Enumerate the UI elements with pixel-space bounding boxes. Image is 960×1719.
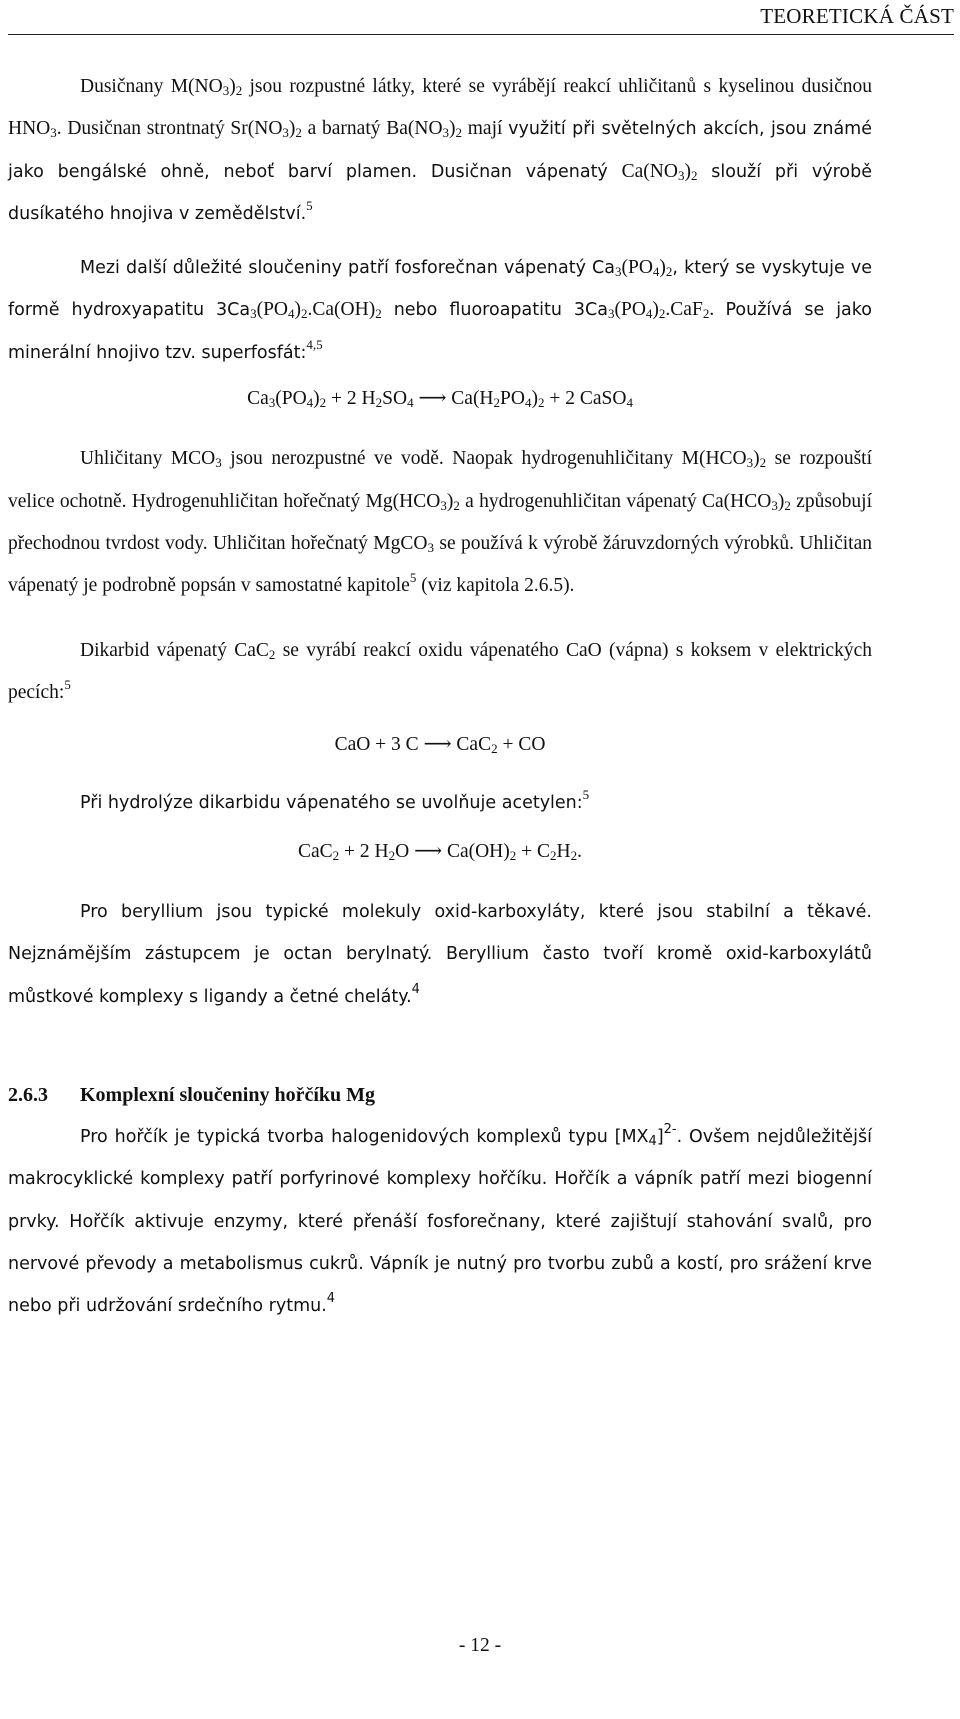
header-rule	[8, 34, 954, 35]
header-title: TEORETICKÁ ČÁST	[760, 4, 954, 28]
subscript: 2	[235, 83, 243, 98]
subscript: 2	[295, 125, 302, 141]
section-heading	[8, 1074, 872, 1116]
subscript: 2	[759, 455, 767, 471]
text: (PO	[256, 299, 289, 321]
text: (PO	[275, 388, 307, 410]
subscript: 2	[268, 646, 276, 662]
text: .CaF	[665, 299, 703, 321]
text: )	[684, 160, 691, 182]
subscript: 3	[427, 539, 434, 555]
text: )	[313, 388, 320, 410]
text: , který se vyskytuje ve formě hydroxyapatitu 3Ca	[8, 258, 872, 321]
text: se používá k výrobě žáruvzdorných výrobků. Uhličitan vápenatý je podrobně popsán v samostatné kapitole	[8, 532, 872, 597]
reference-number: 5	[64, 676, 71, 692]
equation-acetylene	[8, 831, 872, 873]
subscript: 3	[608, 306, 615, 322]
subscript: 2	[332, 847, 340, 863]
text: mají	[462, 118, 509, 140]
paragraph-carbonates	[8, 438, 872, 607]
subscript: 2	[375, 306, 382, 322]
text: )	[229, 76, 236, 97]
text: Ca(NO	[621, 160, 678, 182]
subscript: 2	[301, 306, 308, 322]
text: )	[449, 118, 456, 140]
text: Ca(H	[451, 388, 494, 410]
text: .	[709, 299, 726, 321]
subscript: 2	[319, 395, 327, 411]
text: se rozpouští velice ochotně.	[8, 448, 872, 512]
text: Používá se jako minerální hnojivo tzv. superfosfát:	[8, 300, 872, 363]
text: + 2 H	[326, 388, 376, 410]
section-number: 2.6.3	[8, 1083, 48, 1106]
subscript: 2	[509, 847, 517, 863]
text: a hydrogenuhličitan vápenatý Ca(HCO	[459, 490, 772, 512]
subscript: 2	[455, 125, 463, 141]
subscript: 2	[550, 847, 557, 863]
text: )	[652, 299, 659, 321]
text: jsou nerozpustné ve vodě. Naopak hydrogenuhličitany M(HCO	[221, 448, 747, 470]
subscript: 2	[388, 847, 396, 863]
text: PO	[500, 388, 525, 410]
text: (viz kapitola 2.6.5).	[416, 575, 575, 597]
text: se vyrábí reakcí oxidu vápenatého CaO (vápna) s koksem v elektrických pecích:	[8, 639, 872, 703]
text: )	[446, 490, 454, 512]
text: + 2 H	[339, 840, 389, 862]
subscript: 3	[50, 125, 57, 141]
page-header	[0, 0, 960, 44]
section-title: Komplexní sloučeniny hořčíku Mg	[80, 1083, 376, 1106]
text: CaC	[297, 840, 333, 862]
text: )	[294, 299, 302, 321]
subscript: 2	[690, 167, 698, 183]
subscript: 2	[493, 395, 501, 411]
subscript: 3	[677, 167, 685, 183]
text: Pro beryllium jsou typické molekuly oxid-karboxyláty, které jsou stabilní a těkavé. Nejznámějším zástupcem je octan berylnatý. Beryllium často tvoří kromě oxid-karboxylátů můstkové komplexy s ligandy a četné cheláty.	[8, 902, 872, 1007]
text: )	[659, 257, 666, 279]
subscript: 3	[746, 455, 754, 471]
page-number: - 12 -	[458, 1635, 502, 1656]
text: SO	[382, 388, 408, 410]
subscript: 4	[306, 395, 314, 411]
text: využití při světelných akcích, jsou známé jako bengálské ohně, neboť barví plamen. Dusičnan vápenatý	[8, 119, 872, 182]
subscript: 3	[268, 395, 276, 411]
text: Mezi další důležité sloučeniny patří fosforečnan vápenatý Ca	[80, 258, 615, 279]
text: Hydrogenuhličitan hořečnatý Mg(HCO	[131, 490, 441, 512]
text: Při hydrolýze dikarbidu vápenatého se uvolňuje acetylen:	[80, 793, 583, 814]
reference-number: 4	[326, 1291, 336, 1307]
text: (PO	[614, 299, 646, 321]
subscript: 2	[375, 395, 383, 411]
text: + 2 CaSO	[544, 388, 627, 410]
text: Uhličitany MCO	[80, 448, 216, 470]
subscript: 4	[288, 306, 295, 322]
text: (PO	[621, 257, 653, 279]
subscript: 2	[491, 741, 498, 757]
subscript: 2	[570, 847, 578, 863]
subscript: 2	[702, 306, 710, 322]
reaction-arrow-icon: ⟶	[418, 734, 457, 756]
reference-number: 4	[411, 981, 420, 997]
reaction-arrow-icon: ⟶	[413, 388, 452, 410]
text: )	[531, 388, 538, 410]
equation-dicarbide	[8, 724, 872, 766]
text: způsobují přechodnou tvrdost vody.	[8, 490, 873, 554]
text: CaC	[456, 734, 492, 756]
subscript: 2	[537, 395, 545, 411]
text: Uhličitan hořečnatý MgCO	[213, 532, 428, 554]
text: O	[395, 840, 410, 862]
reference-number: 5	[582, 787, 590, 803]
paragraph-nitrates	[8, 66, 872, 235]
text: Dusičnany M(NO	[80, 76, 223, 97]
subscript: 3	[222, 83, 230, 98]
subscript: 4	[652, 264, 660, 280]
text: Dikarbid vápenatý CaC	[80, 639, 269, 661]
paragraph-phosphate	[8, 247, 872, 374]
subscript: 3	[615, 264, 622, 280]
subscript: 4	[407, 395, 414, 411]
subscript: 4	[626, 395, 633, 411]
paragraph-dicarbide	[8, 630, 872, 715]
subscript: 2	[658, 306, 666, 322]
subscript: 3	[250, 306, 257, 322]
subscript: 4	[524, 395, 532, 411]
text: Pro hořčík je typická tvorba halogenidových komplexů typu [MX	[80, 1126, 649, 1147]
page-content	[8, 66, 872, 1327]
paragraph-magnesium-complexes	[8, 1116, 872, 1327]
text: Ca	[247, 388, 269, 410]
text: CaO + 3 C	[334, 734, 419, 756]
reference-number: 4,5	[306, 336, 323, 352]
text: )	[288, 118, 296, 140]
text: Ovšem nejdůležitější makrocyklické komplexy patří porfyrinové komplexy hořčíku. Hořčík a vápník patří mezi biogenní prvky. Hořčík aktivuje enzymy, které přenáší fosforečnany, které zajištují stahování svalů, pro nervové převody a metabolismus cukrů. Vápník je nutný pro tvorbu zubů a kostí, pro srážení krve nebo při udržování srdečního rytmu.	[8, 1126, 872, 1317]
text: + CO	[497, 734, 546, 756]
paragraph-hydrolysis	[8, 782, 872, 824]
subscript: 2	[665, 264, 673, 280]
subscript: 3	[215, 455, 222, 471]
charge-superscript: 2-	[663, 1121, 677, 1137]
subscript: 4	[648, 1133, 657, 1149]
subscript: 3	[771, 497, 778, 513]
text: . Dusičnan strontnatý Sr(NO	[56, 118, 283, 140]
subscript: 2	[453, 497, 460, 513]
subscript: 3	[440, 497, 447, 513]
subscript: 3	[282, 125, 289, 141]
text: Ca(OH)	[446, 840, 510, 862]
subscript: 3	[442, 125, 450, 141]
equation-superphosphate	[8, 378, 872, 420]
text: jsou rozpustné látky, které se vyrábějí reakcí uhličitanů s kyselinou dusičnou HNO	[8, 76, 872, 140]
text: ]	[656, 1126, 664, 1147]
paragraph-beryllium	[8, 891, 872, 1018]
text: .Ca(OH)	[307, 299, 376, 321]
text: .	[577, 840, 582, 862]
text: .	[676, 1126, 690, 1147]
subscript: 2	[784, 497, 791, 513]
text: slouží při výrobě dusíkatého hnojiva v zemědělství.	[8, 161, 872, 224]
text: + C	[516, 840, 551, 862]
subscript: 4	[645, 306, 653, 322]
text: )	[777, 490, 785, 512]
text: H	[556, 840, 571, 862]
text: nebo fluoroapatitu 3Ca	[381, 300, 608, 321]
text: )	[753, 448, 760, 470]
reference-number: 5	[306, 197, 313, 213]
reaction-arrow-icon: ⟶	[409, 840, 447, 862]
text: a barnatý Ba(NO	[301, 118, 443, 140]
reference-number: 5	[409, 570, 417, 586]
